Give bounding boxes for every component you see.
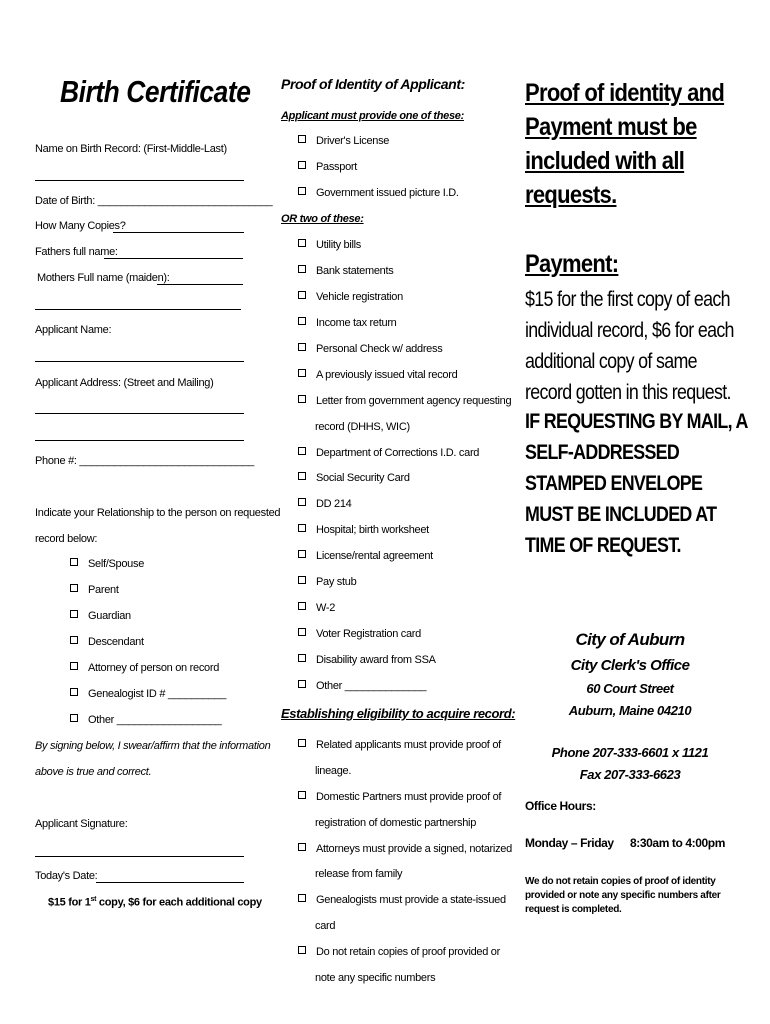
proof-payment-notice: Proof of identity and Payment must be included with all requests. — [525, 79, 725, 209]
doc-checkbox[interactable] — [298, 317, 397, 329]
doc-label: DD 214 — [316, 498, 352, 510]
applicant-name-field[interactable] — [35, 361, 244, 362]
doc-label: Vehicle registration — [316, 291, 403, 303]
doc-checkbox[interactable] — [298, 291, 403, 303]
doc-checkbox[interactable] — [298, 369, 457, 381]
doc-checkbox[interactable] — [298, 524, 429, 536]
doc-label: Letter from government agency requesting — [316, 395, 512, 407]
address-field-line1[interactable] — [35, 413, 244, 414]
doc-checkbox[interactable] — [298, 654, 436, 666]
address-field-line2[interactable] — [35, 440, 244, 441]
relationship-label: Guardian — [88, 610, 131, 622]
eligibility-label-cont: note any specific numbers — [315, 972, 436, 984]
date-field[interactable] — [96, 882, 244, 883]
checkbox-icon[interactable] — [298, 628, 306, 636]
doc-label: Department of Corrections I.D. card — [316, 447, 480, 459]
checkbox-icon[interactable] — [298, 894, 306, 902]
relationship-instruction: Indicate your Relationship to the person on requested — [35, 507, 281, 519]
checkbox-icon[interactable] — [298, 135, 306, 143]
checkbox-icon[interactable] — [298, 680, 306, 688]
doc-label: Personal Check w/ address — [316, 343, 443, 355]
name-field[interactable] — [35, 180, 244, 181]
doc-checkbox[interactable] — [298, 498, 352, 510]
checkbox-icon[interactable] — [298, 524, 306, 532]
relationship-label: Genealogist ID # __________ — [88, 688, 227, 700]
checkbox-icon[interactable] — [298, 369, 306, 377]
doc-label: W-2 — [316, 602, 336, 614]
checkbox-icon[interactable] — [70, 558, 78, 566]
id-checkbox[interactable] — [298, 161, 357, 173]
checkbox-icon[interactable] — [70, 714, 78, 722]
checkbox-icon[interactable] — [298, 946, 306, 954]
checkbox-icon[interactable] — [298, 291, 306, 299]
relationship-label: Parent — [88, 584, 119, 596]
id-checkbox[interactable] — [298, 187, 459, 199]
doc-label: Bank statements — [316, 265, 394, 277]
eligibility-heading: Establishing eligibility to acquire record: — [281, 706, 516, 721]
doc-label: Income tax return — [316, 317, 397, 329]
fax-number: Fax 207-333-6623 — [579, 767, 681, 782]
checkbox-icon[interactable] — [70, 662, 78, 670]
form-title: Birth Certificate — [60, 74, 251, 109]
checkbox-icon[interactable] — [70, 636, 78, 644]
checkbox-icon[interactable] — [298, 498, 306, 506]
eligibility-item[interactable] — [298, 946, 500, 958]
relationship-checkbox[interactable] — [70, 714, 222, 726]
checkbox-icon[interactable] — [298, 447, 306, 455]
office-name: City Clerk's Office — [570, 657, 690, 674]
relationship-label: Attorney of person on record — [88, 662, 220, 674]
doc-checkbox[interactable] — [298, 628, 421, 640]
street-address: 60 Court Street — [586, 681, 674, 696]
id-label: Passport — [316, 161, 358, 173]
copies-label: How Many Copies? — [35, 220, 126, 232]
relationship-checkbox[interactable] — [70, 662, 219, 674]
eligibility-item[interactable] — [298, 739, 501, 751]
doc-checkbox[interactable] — [298, 265, 393, 277]
eligibility-label: Genealogists must provide a state-issued — [316, 894, 506, 906]
eligibility-item[interactable] — [298, 843, 512, 855]
relationship-checkbox[interactable] — [70, 558, 144, 570]
phone-number: Phone 207-333-6601 x 1121 — [551, 745, 709, 760]
applicant-name-label: Applicant Name: — [35, 324, 112, 336]
checkbox-icon[interactable] — [298, 843, 306, 851]
relationship-label: Self/Spouse — [88, 558, 145, 570]
checkbox-icon[interactable] — [298, 395, 306, 403]
doc-label: License/rental agreement — [316, 550, 433, 562]
checkbox-icon[interactable] — [70, 688, 78, 696]
checkbox-icon[interactable] — [298, 317, 306, 325]
hours-label: Office Hours: — [525, 799, 596, 813]
date-label: Today's Date: — [35, 870, 98, 882]
relationship-checkbox[interactable] — [70, 636, 144, 648]
checkbox-icon[interactable] — [298, 602, 306, 610]
doc-checkbox[interactable] — [298, 680, 426, 692]
phone-field[interactable]: Phone #: ______________________________ — [35, 455, 254, 467]
eligibility-item[interactable] — [298, 791, 501, 803]
checkbox-icon[interactable] — [298, 239, 306, 247]
doc-label: Hospital; birth worksheet — [316, 524, 429, 536]
doc-checkbox[interactable] — [298, 472, 410, 484]
checkbox-icon[interactable] — [298, 265, 306, 273]
eligibility-label: Attorneys must provide a signed, notarized — [316, 843, 512, 855]
office-times: 8:30am to 4:00pm — [630, 836, 725, 850]
eligibility-label: Do not retain copies of proof provided or — [316, 946, 500, 958]
doc-checkbox[interactable] — [298, 395, 511, 407]
eligibility-label-cont: release from family — [315, 868, 403, 880]
eligibility-label-cont: registration of domestic partnership — [315, 817, 477, 829]
signature-label: Applicant Signature: — [35, 818, 128, 830]
father-field[interactable] — [104, 258, 243, 259]
mother-field-line2[interactable] — [35, 309, 241, 310]
retention-notice: We do not retain copies of proof of identity provided or note any specific numbers after request is completed. — [525, 876, 721, 915]
city-name: City of Auburn — [575, 630, 685, 649]
father-label: Fathers full name: — [35, 246, 118, 258]
signature-field[interactable] — [35, 856, 244, 857]
checkbox-icon[interactable] — [298, 739, 306, 747]
swear-statement: By signing below, I swear/affirm that the information — [35, 740, 271, 752]
checkbox-icon[interactable] — [298, 654, 306, 662]
applicant-address-label: Applicant Address: (Street and Mailing) — [35, 377, 214, 389]
relationship-label: Other __________________ — [88, 714, 222, 726]
doc-label: A previously issued vital record — [316, 369, 458, 381]
eligibility-label: Domestic Partners must provide proof of — [316, 791, 502, 803]
proof-title: Proof of Identity of Applicant: — [281, 76, 465, 92]
doc-checkbox[interactable] — [298, 447, 479, 459]
id-checkbox[interactable] — [298, 135, 389, 147]
checkbox-icon[interactable] — [298, 472, 306, 480]
swear-statement-cont: above is true and correct. — [35, 766, 152, 778]
mother-label: Mothers Full name (maiden): — [37, 272, 170, 284]
payment-heading: Payment: — [525, 250, 619, 278]
relationship-instruction-cont: record below: — [35, 533, 98, 545]
checkbox-icon[interactable] — [298, 550, 306, 558]
fee-note: $15 for 1st copy, $6 for each additional copy — [48, 896, 262, 909]
relationship-checkbox[interactable] — [70, 610, 131, 622]
doc-label: Voter Registration card — [316, 628, 421, 640]
or-two-heading: OR two of these: — [281, 213, 364, 225]
must-provide-heading: Applicant must provide one of these: — [281, 110, 464, 122]
mother-field[interactable] — [157, 284, 243, 285]
doc-label: Social Security Card — [316, 472, 410, 484]
copies-field[interactable] — [113, 232, 244, 233]
checkbox-icon[interactable] — [298, 161, 306, 169]
doc-label: Disability award from SSA — [316, 654, 436, 666]
checkbox-icon[interactable] — [298, 791, 306, 799]
dob-field[interactable]: Date of Birth: ______________________________ — [35, 195, 273, 207]
relationship-checkbox[interactable] — [70, 584, 119, 596]
doc-checkbox[interactable] — [298, 576, 356, 588]
doc-label: Utility bills — [316, 239, 361, 251]
id-label: Driver's License — [316, 135, 390, 147]
checkbox-icon[interactable] — [298, 187, 306, 195]
checkbox-icon[interactable] — [70, 584, 78, 592]
eligibility-item[interactable] — [298, 894, 506, 906]
checkbox-icon[interactable] — [70, 610, 78, 618]
checkbox-icon[interactable] — [298, 343, 306, 351]
relationship-label: Descendant — [88, 636, 144, 648]
eligibility-label: Related applicants must provide proof of — [316, 739, 501, 751]
doc-label-cont: record (DHHS, WIC) — [315, 421, 410, 433]
office-days: Monday – Friday — [525, 836, 614, 850]
doc-checkbox[interactable] — [298, 343, 442, 355]
eligibility-label-cont: card — [315, 920, 336, 932]
checkbox-icon[interactable] — [298, 576, 306, 584]
eligibility-label-cont: lineage. — [315, 765, 352, 777]
payment-details: $15 for the first copy of each individual record, $6 for each additional copy of same record gotten in this request. — [525, 288, 734, 404]
relationship-checkbox[interactable] — [70, 688, 226, 700]
doc-checkbox[interactable] — [298, 239, 361, 251]
town-address: Auburn, Maine 04210 — [568, 703, 692, 718]
mail-notice: IF REQUESTING BY MAIL, A SELF-ADDRESSED STAMPED ENVELOPE MUST BE INCLUDED AT TIME OF REQUEST. — [525, 410, 748, 557]
doc-label: Other ______________ — [316, 680, 427, 692]
id-label: Government issued picture I.D. — [316, 187, 459, 199]
doc-label: Pay stub — [316, 576, 357, 588]
doc-checkbox[interactable] — [298, 550, 433, 562]
doc-checkbox[interactable] — [298, 602, 335, 614]
name-label: Name on Birth Record: (First-Middle-Last) — [35, 143, 227, 155]
